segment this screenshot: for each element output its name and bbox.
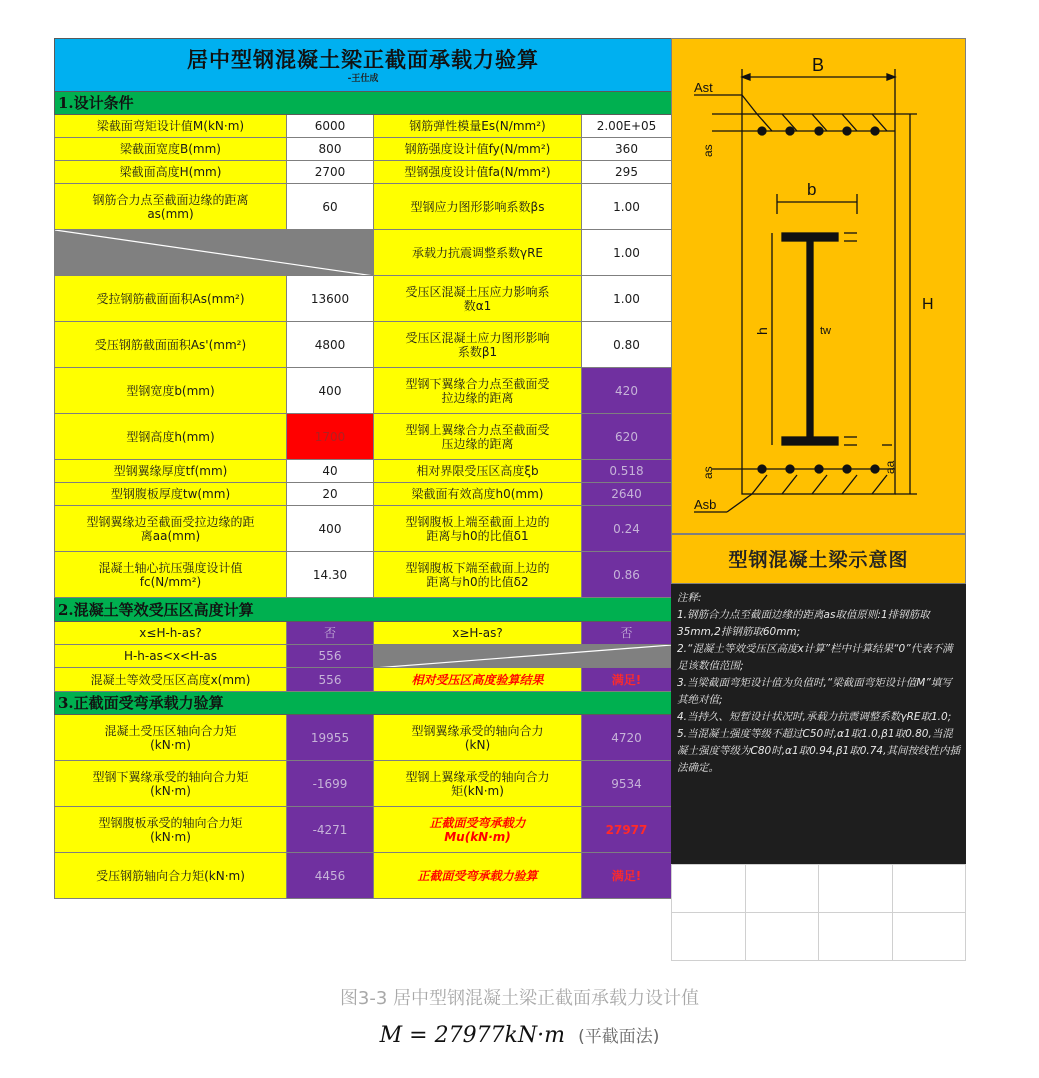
input-cell[interactable]: 1.00 — [582, 184, 672, 230]
label-cell[interactable]: 型钢宽度b(mm) — [55, 368, 287, 414]
result-value-cell[interactable]: 27977 — [582, 807, 672, 853]
input-cell[interactable]: 40 — [287, 460, 374, 483]
table-row — [55, 276, 672, 322]
computed-cell[interactable]: 9534 — [582, 761, 672, 807]
label-cell[interactable]: 型钢强度设计值fa(N/mm²) — [374, 161, 582, 184]
rebar-dot — [815, 127, 823, 135]
label-line: 型钢腹板上端至截面上边的 — [405, 514, 550, 529]
label-H: H — [922, 296, 934, 313]
label-line: 距离与h0的比值δ1 — [426, 528, 529, 543]
calc-table — [54, 38, 672, 899]
empty-cell[interactable] — [672, 865, 746, 913]
result-value-cell[interactable]: 满足! — [582, 853, 672, 899]
label-line: 型钢翼缘承受的轴向合力 — [411, 723, 544, 738]
input-cell[interactable]: 13600 — [287, 276, 374, 322]
table-row — [55, 483, 672, 506]
beam-section-drawing — [672, 39, 965, 533]
input-cell[interactable]: 0.80 — [582, 322, 672, 368]
bottom-flange — [782, 437, 838, 445]
label-cell[interactable]: 型钢腹板厚度tw(mm) — [55, 483, 287, 506]
table-row — [55, 368, 672, 414]
diagonal-line — [55, 230, 374, 276]
result-label-cell[interactable]: 正截面受弯承载力验算 — [374, 853, 582, 899]
label-line: 系数β1 — [457, 344, 498, 359]
label-cell[interactable]: 受压钢筋轴向合力矩(kN·m) — [55, 853, 287, 899]
hatch — [752, 475, 767, 494]
hatch — [812, 475, 827, 494]
label-cell[interactable] — [374, 322, 582, 368]
label-cell[interactable]: 型钢高度h(mm) — [55, 414, 287, 460]
empty-cell[interactable] — [672, 913, 746, 961]
label-cell[interactable] — [55, 715, 287, 761]
input-cell[interactable]: 4800 — [287, 322, 374, 368]
arrowhead — [887, 74, 895, 80]
result-value-cell[interactable]: 满足! — [582, 668, 672, 692]
section-header — [55, 92, 672, 115]
computed-cell[interactable]: -4271 — [287, 807, 374, 853]
label-cell[interactable]: 钢筋强度设计值fy(N/mm²) — [374, 138, 582, 161]
label-cell[interactable]: 型钢应力图形影响系数βs — [374, 184, 582, 230]
input-cell[interactable]: 400 — [287, 506, 374, 552]
diagonal-line — [374, 645, 672, 668]
label-cell[interactable]: 相对界限受压区高度ξb — [374, 460, 582, 483]
label-as-bottom: as — [701, 466, 715, 479]
label-line: 矩(kN·m) — [451, 783, 504, 798]
section-header — [55, 692, 672, 715]
input-cell[interactable]: 14.30 — [287, 552, 374, 598]
section-3-title[interactable]: 3.正截面受弯承载力验算 — [55, 692, 672, 715]
label-cell[interactable] — [55, 807, 287, 853]
empty-cell[interactable] — [819, 865, 893, 913]
label-line: 型钢翼缘边至截面受拉边缘的距 — [86, 514, 255, 529]
label-cell[interactable] — [55, 506, 287, 552]
title-cell[interactable] — [55, 39, 672, 92]
label-cell[interactable]: 承载力抗震调整系数γRE — [374, 230, 582, 276]
computed-cell[interactable]: 4720 — [582, 715, 672, 761]
computed-cell[interactable]: 2640 — [582, 483, 672, 506]
label-b: b — [807, 180, 817, 199]
label-line: 离aa(mm) — [140, 528, 201, 543]
rebar-dot — [871, 127, 879, 135]
table-row — [55, 645, 672, 668]
input-cell[interactable]: 800 — [287, 138, 374, 161]
computed-cell[interactable]: 否 — [582, 622, 672, 645]
input-cell[interactable]: 2.00E+05 — [582, 115, 672, 138]
input-cell[interactable]: 6000 — [287, 115, 374, 138]
hatch — [842, 475, 857, 494]
label-cell[interactable] — [374, 276, 582, 322]
top-flange — [782, 233, 838, 241]
input-cell[interactable]: 60 — [287, 184, 374, 230]
label-line: (kN·m) — [150, 829, 191, 844]
label-cell[interactable]: 受拉钢筋截面面积As(mm²) — [55, 276, 287, 322]
table-row — [55, 322, 672, 368]
table-row — [55, 230, 672, 276]
table-row — [55, 715, 672, 761]
label-cell[interactable] — [55, 761, 287, 807]
hatch — [782, 475, 797, 494]
label-cell[interactable]: x≤H-h-as? — [55, 622, 287, 645]
rebar-dot — [786, 465, 794, 473]
label-line: 型钢下翼缘合力点至截面受 — [405, 376, 550, 391]
label-line: 型钢腹板承受的轴向合力矩 — [98, 815, 243, 830]
empty-cell[interactable] — [892, 865, 966, 913]
label-line: 混凝土轴心抗压强度设计值 — [98, 560, 243, 575]
label-line: 钢筋合力点至截面边缘的距离 — [92, 192, 249, 207]
label-cell[interactable]: 型钢翼缘厚度tf(mm) — [55, 460, 287, 483]
label-Asb: Asb — [694, 497, 717, 512]
input-cell[interactable]: 400 — [287, 368, 374, 414]
spreadsheet — [54, 38, 966, 960]
label-cell[interactable]: 梁截面高度H(mm) — [55, 161, 287, 184]
label-cell[interactable]: H-h-as<x<H-as — [55, 645, 287, 668]
blank-gray-cell — [55, 230, 374, 276]
computed-cell[interactable]: 556 — [287, 645, 374, 668]
rebar-dot — [843, 465, 851, 473]
empty-cell[interactable] — [745, 865, 819, 913]
note-item: 2.“混凝土等效受压区高度x计算”栏中计算结果“0”代表不满足该数值范围; — [677, 643, 953, 672]
input-cell[interactable]: 1.00 — [582, 276, 672, 322]
leader-Ast — [742, 95, 757, 114]
title-row — [55, 39, 672, 92]
notes-heading: 注释: — [677, 592, 702, 604]
table-row — [55, 506, 672, 552]
empty-cell-grid — [671, 864, 966, 961]
notes-panel[interactable] — [671, 584, 966, 864]
computed-cell[interactable]: 620 — [582, 414, 672, 460]
label-cell[interactable]: 梁截面宽度B(mm) — [55, 138, 287, 161]
rebar-dot — [815, 465, 823, 473]
formula-text: M = 27977kN·m — [379, 1023, 565, 1048]
computed-cell[interactable]: 0.24 — [582, 506, 672, 552]
label-cell[interactable]: 梁截面弯矩设计值M(kN·m) — [55, 115, 287, 138]
empty-cell[interactable] — [892, 913, 966, 961]
note-item: 3.当梁截面弯矩设计值为负值时,“梁截面弯矩设计值M”填写其绝对值; — [677, 677, 952, 706]
result-label-cell[interactable]: 相对受压区高度验算结果 — [374, 668, 582, 692]
label-line: 型钢腹板下端至截面上边的 — [405, 560, 550, 575]
section-1-title[interactable]: 1.设计条件 — [55, 92, 672, 115]
section-2-title[interactable]: 2.混凝土等效受压区高度计算 — [55, 598, 672, 622]
sheet-author: -王仕成 — [347, 74, 379, 84]
blank-gray-cell — [374, 645, 672, 668]
label-cell[interactable] — [374, 552, 582, 598]
label-cell[interactable] — [374, 368, 582, 414]
label-cell[interactable]: 混凝土等效受压区高度x(mm) — [55, 668, 287, 692]
arrowhead — [742, 74, 750, 80]
label-cell[interactable] — [55, 184, 287, 230]
computed-cell[interactable]: 19955 — [287, 715, 374, 761]
result-formula — [0, 1022, 1039, 1048]
label-line: 型钢上翼缘承受的轴向合力 — [405, 769, 550, 784]
table-row — [55, 184, 672, 230]
empty-cell[interactable] — [819, 913, 893, 961]
result-label-cell[interactable] — [374, 807, 582, 853]
table-row — [55, 622, 672, 645]
label-line: 受压区混凝土应力图形影响 — [405, 330, 550, 345]
label-line: 数α1 — [463, 298, 492, 313]
label-Ast: Ast — [694, 80, 713, 95]
input-cell[interactable]: 1.00 — [582, 230, 672, 276]
note-item: 4.当持久、短暂设计状况时,承载力抗震调整系数γRE取1.0; — [677, 711, 952, 723]
table-row — [55, 138, 672, 161]
label-cell[interactable]: 受压钢筋截面面积As'(mm²) — [55, 322, 287, 368]
label-line: (kN·m) — [150, 737, 191, 752]
computed-cell[interactable]: 0.518 — [582, 460, 672, 483]
input-cell[interactable]: 2700 — [287, 161, 374, 184]
label-cell[interactable] — [374, 414, 582, 460]
rebar-dot — [786, 127, 794, 135]
right-panel — [671, 38, 966, 960]
table-row — [55, 668, 672, 692]
table-row — [55, 115, 672, 138]
diagram-title[interactable]: 型钢混凝土梁示意图 — [671, 534, 966, 584]
label-as-top: as — [701, 144, 715, 157]
computed-cell[interactable]: 420 — [582, 368, 672, 414]
section-header — [55, 598, 672, 622]
computed-cell[interactable]: 0.86 — [582, 552, 672, 598]
formula-note: (平截面法) — [578, 1027, 660, 1047]
label-cell[interactable] — [374, 761, 582, 807]
computed-cell[interactable]: 否 — [287, 622, 374, 645]
rebar-dot — [843, 127, 851, 135]
label-aa: aa — [883, 460, 897, 474]
note-item: 5.当混凝土强度等级不超过C50时,α1取1.0,β1取0.80,当混凝土强度等级为C80时,α1取0.94,β1取0.74,其间按线性内插法确定。 — [677, 728, 960, 774]
label-cell[interactable] — [374, 506, 582, 552]
label-line: 型钢上翼缘合力点至截面受 — [405, 422, 550, 437]
warning-input-cell[interactable]: 1700 — [287, 414, 374, 460]
table-row — [55, 807, 672, 853]
table-row — [55, 761, 672, 807]
computed-cell[interactable]: -1699 — [287, 761, 374, 807]
input-cell[interactable]: 360 — [582, 138, 672, 161]
computed-cell[interactable]: 4456 — [287, 853, 374, 899]
leader-Asb — [727, 494, 752, 512]
empty-cell[interactable] — [745, 913, 819, 961]
label-cell[interactable]: x≥H-as? — [374, 622, 582, 645]
label-tw: tw — [820, 325, 831, 337]
label-line: 受压区混凝土压应力影响系 — [405, 284, 550, 299]
hatch — [872, 475, 887, 494]
label-line: (kN·m) — [150, 783, 191, 798]
label-line: Mu(kN·m) — [444, 829, 511, 844]
label-cell[interactable]: 钢筋弹性模量Es(N/mm²) — [374, 115, 582, 138]
note-item: 1.钢筋合力点至截面边缘的距离as取值原则:1排钢筋取35mm,2排钢筋取60mm; — [677, 609, 930, 638]
label-line: (kN) — [464, 737, 491, 752]
table-row — [55, 161, 672, 184]
label-line: 正截面受弯承载力 — [429, 815, 526, 830]
label-line: as(mm) — [147, 206, 194, 221]
table-row — [55, 460, 672, 483]
input-cell[interactable]: 295 — [582, 161, 672, 184]
figure-caption: 图3-3 居中型钢混凝土梁正截面承载力设计值 — [339, 988, 700, 1009]
label-cell[interactable]: 梁截面有效高度h0(mm) — [374, 483, 582, 506]
label-h: h — [754, 327, 770, 335]
computed-cell[interactable]: 556 — [287, 668, 374, 692]
label-cell[interactable] — [374, 715, 582, 761]
label-line: 拉边缘的距离 — [441, 390, 514, 405]
label-B: B — [812, 55, 825, 75]
label-line: 型钢下翼缘承受的轴向合力矩 — [92, 769, 249, 784]
table-row — [55, 414, 672, 460]
steel-web — [807, 241, 813, 437]
sheet-title: 居中型钢混凝土梁正截面承载力验算 — [187, 47, 539, 72]
rebar-dot — [758, 127, 766, 135]
table-row — [55, 853, 672, 899]
label-cell[interactable] — [55, 552, 287, 598]
label-line: 距离与h0的比值δ2 — [426, 574, 529, 589]
beam-section-diagram[interactable] — [671, 38, 966, 534]
label-line: fc(N/mm²) — [139, 574, 202, 589]
rebar-dot — [871, 465, 879, 473]
input-cell[interactable]: 20 — [287, 483, 374, 506]
table-row — [55, 552, 672, 598]
label-line: 混凝土受压区轴向合力矩 — [104, 723, 237, 738]
label-line: 压边缘的距离 — [441, 436, 514, 451]
rebar-dot — [758, 465, 766, 473]
